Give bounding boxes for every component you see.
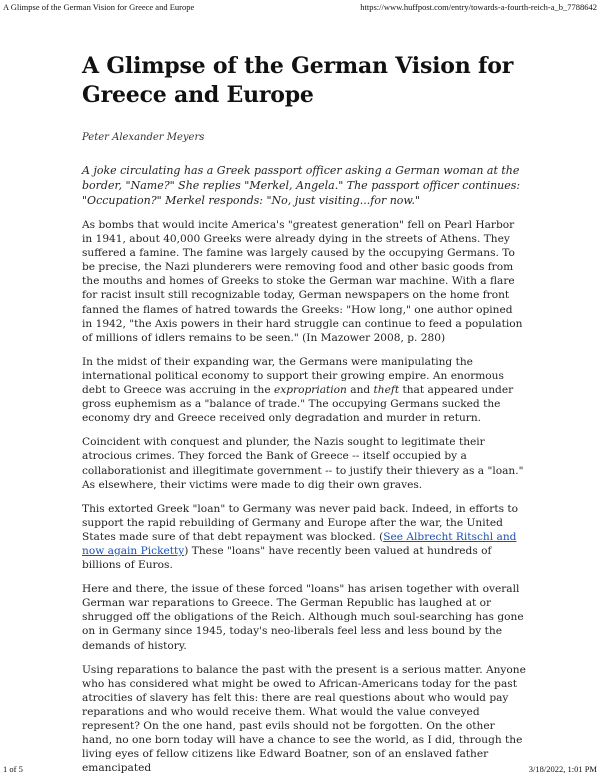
paragraph-4: This extorted Greek "loan" to Germany was never paid back. Indeed, in efforts to support the rapid rebuilding of Germany and Europe after the war, the United States made sure of that debt repayment was blocked. (See Albrecht Ritschl and now again Picketty) These "loans" have recently been valued at hundreds of billions of Euros. bbox=[82, 502, 519, 572]
emphasis-theft: theft bbox=[373, 384, 400, 397]
paragraph-2: In the midst of their expanding war, the Germans were manipulating the international political economy to support their growing empire. An enormous debt to Greece was accruing in the expropriation and theft that appeared under gross euphemism as a "balance of trade." The occupying Germans sucked the economy dry and Greece received only degradation and murder in return. bbox=[82, 355, 514, 425]
emphasis-expropriation: expropriation bbox=[274, 384, 347, 397]
paragraph-6: Using reparations to balance the past with the present is a serious matter. Anyone who has considered what might be owed to African-Americans today for the past atrocities of slavery has felt this: there are real questions about who would pay reparations and who would receive them. What would the value conveyed represent? On the one hand, past evils should not be forgotten. On the other hand, no one born today will have a chance to see the world, as I did, through the living eyes of fellow citizens like Edward Boatner, son of an enslaved father emancipated bbox=[82, 663, 526, 775]
article-lede: A joke circulating has a Greek passport officer asking a German woman at the border, "Name?" She replies "Merkel, Angela." The passport officer continues: "Occupation?" Merkel responds: "No, just visiting...for now." bbox=[82, 164, 521, 207]
article-author: Peter Alexander Meyers bbox=[82, 132, 205, 143]
ritschl-piketty-link[interactable]: See Albrecht Ritschl and now again Picketty bbox=[82, 530, 517, 557]
print-footer bbox=[3, 762, 597, 774]
paragraph-1: As bombs that would incite America's "greatest generation" fell on Pearl Harbor in 1941, about 40,000 Greeks were already dying in the streets of Athens. They suffered a famine. The famine was largely caused by the occupying Germans. To be precise, the Nazi plunderers were removing food and other basic goods from the mouths and homes of Greeks to stoke the German war machine. With a flare for racist insult still recognizable today, German newspapers on the home front fanned the flames of hatred towards the Greeks: "How long," one author opined in 1942, "the Axis powers in their hard struggle can continue to feed a population of millions of idlers remains to be seen." (In Mazower 2008, p. 280) bbox=[82, 219, 523, 344]
footer-page-count: 1 of 5 bbox=[3, 764, 23, 774]
header-page-title: A Glimpse of the German Vision for Greece and Europe bbox=[3, 2, 195, 12]
article bbox=[82, 52, 526, 775]
footer-timestamp: 3/18/2022, 1:01 PM bbox=[528, 764, 597, 774]
paragraph-5: Here and there, the issue of these forced "loans" has arisen together with overall German war reparations to Greece. The German Republic has laughed at or shrugged off the obligations of the Reich. Although much soul-searching has gone on in Germany since 1945, today's neo-liberals feel less and less bound by the demands of history. bbox=[82, 583, 524, 652]
header-url: https://www.huffpost.com/entry/towards-a-fourth-reich-a_b_7788642 bbox=[360, 2, 597, 12]
paragraph-3: Coincident with conquest and plunder, the Nazis sought to legitimate their atrocious crimes. They forced the Bank of Greece -- itself occupied by a collaborationist and illegitimate government -- to justify their thievery as a "loan." As elsewhere, their victims were made to dig their own graves. bbox=[82, 436, 524, 491]
article-title: A Glimpse of the German Vision for Greece and Europe bbox=[82, 53, 514, 108]
print-header bbox=[3, 2, 597, 14]
